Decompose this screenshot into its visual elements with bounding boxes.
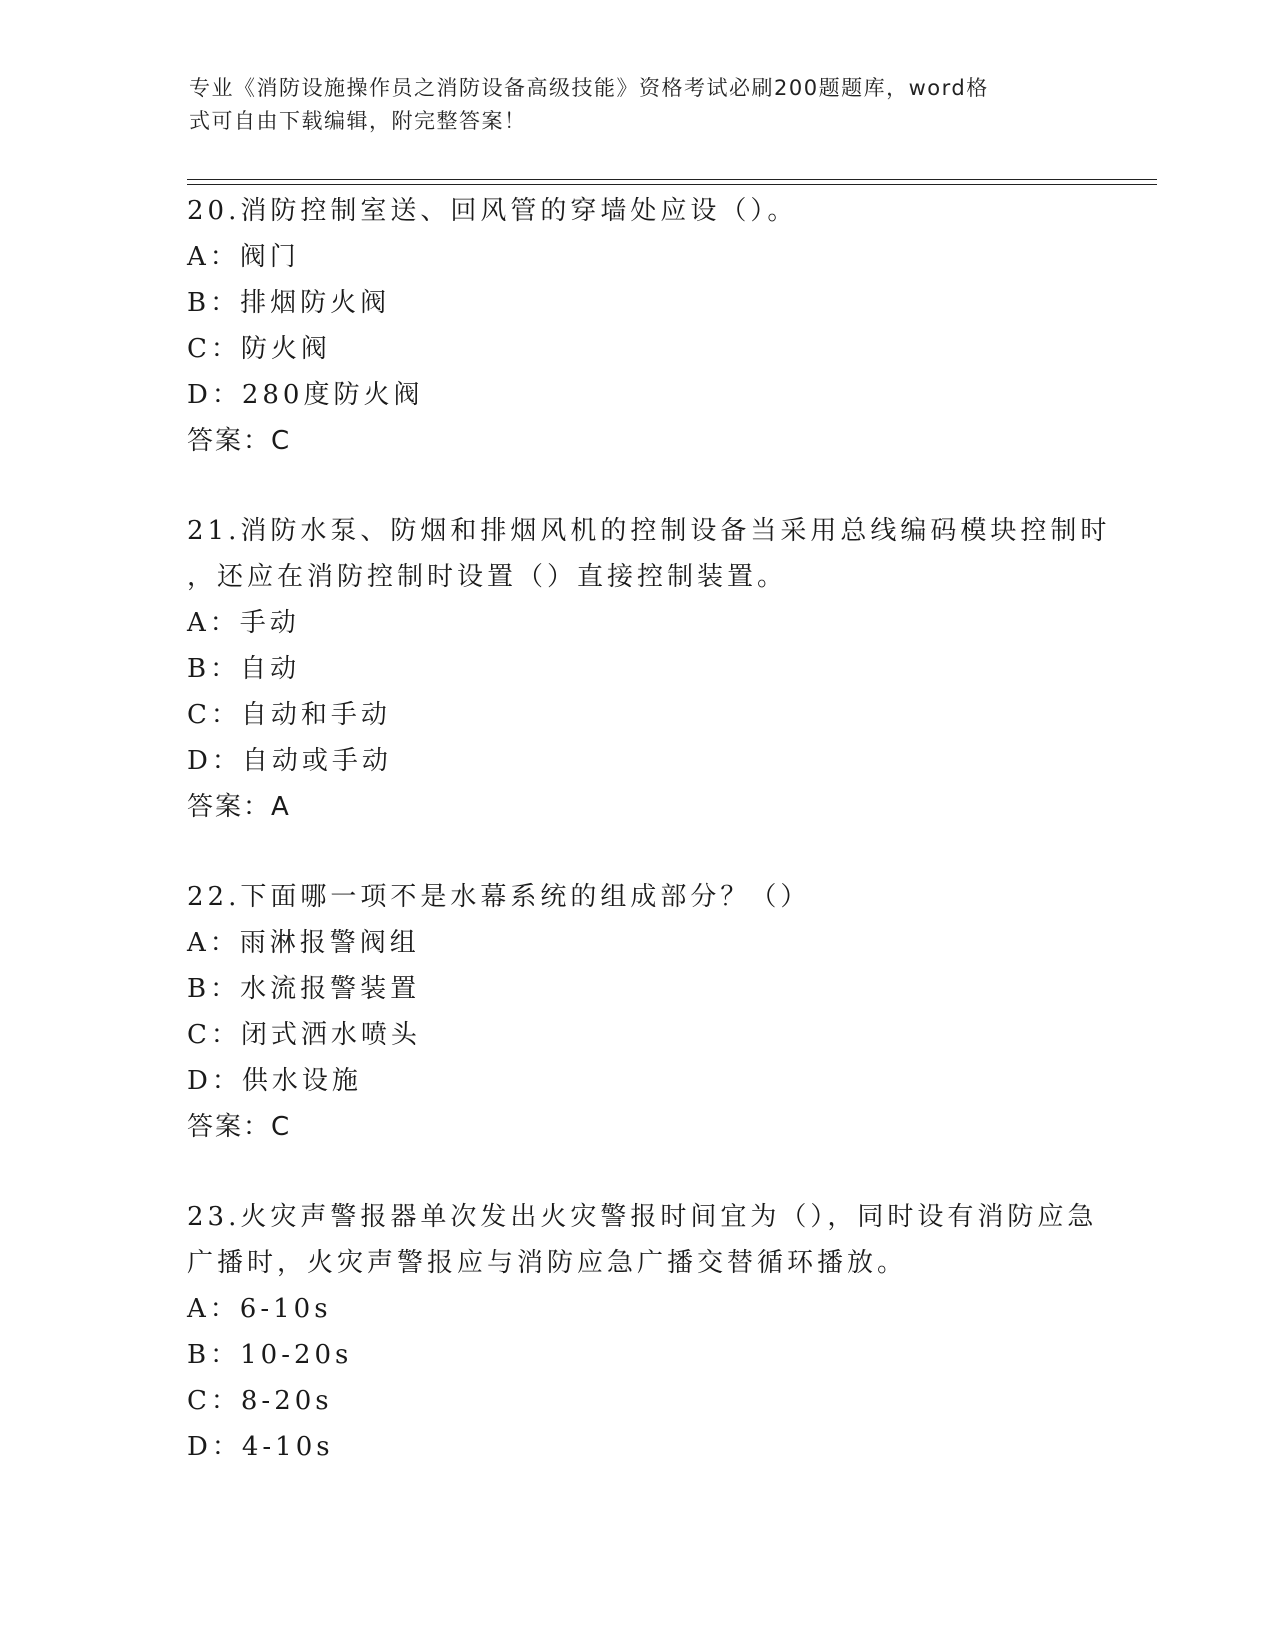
option-b: B：水流报警装置 — [187, 974, 421, 1004]
header-divider-bottom — [187, 184, 1157, 185]
option-a: A：雨淋报警阀组 — [187, 928, 420, 958]
question-list — [187, 188, 1111, 1470]
option-c: C：自动和手动 — [187, 700, 391, 730]
question-23 — [187, 1194, 1098, 1470]
option-d: D：自动或手动 — [187, 746, 392, 776]
question-20 — [187, 188, 1087, 464]
option-c: C：闭式洒水喷头 — [187, 1020, 421, 1050]
option-a: A：阀门 — [187, 242, 300, 272]
option-d: D：4-10s — [187, 1432, 334, 1462]
question-22 — [187, 874, 1087, 1150]
document-intro — [189, 72, 1089, 138]
option-c: C：8-20s — [187, 1386, 333, 1416]
answer: 答案：C — [187, 1112, 292, 1142]
answer: 答案：C — [187, 426, 292, 456]
intro-line-1: 专业《消防设施操作员之消防设备高级技能》资格考试必刷200题题库，word格 — [189, 76, 989, 100]
option-b: B：排烟防火阀 — [187, 288, 391, 318]
intro-line-2: 式可自由下载编辑，附完整答案！ — [189, 109, 527, 133]
question-text: 23.火灾声警报器单次发出火灾警报时间宜为（），同时设有消防应急 — [187, 1202, 1098, 1232]
option-a: A：6-10s — [187, 1294, 332, 1324]
option-d: D：280度防火阀 — [187, 380, 424, 410]
option-b: B：10-20s — [187, 1340, 353, 1370]
question-text: 20.消防控制室送、回风管的穿墙处应设（）。 — [187, 196, 798, 226]
question-text-continued: ，还应在消防控制时设置（）直接控制装置。 — [187, 562, 788, 592]
option-d: D：供水设施 — [187, 1066, 362, 1096]
answer: 答案：A — [187, 792, 291, 822]
header-divider-top — [187, 179, 1157, 180]
question-21 — [187, 508, 1111, 830]
question-text: 22.下面哪一项不是水幕系统的组成部分？（） — [187, 882, 811, 912]
option-b: B：自动 — [187, 654, 301, 684]
question-text-continued: 广播时，火灾声警报应与消防应急广播交替循环播放。 — [187, 1248, 908, 1278]
option-c: C：防火阀 — [187, 334, 331, 364]
question-text: 21.消防水泵、防烟和排烟风机的控制设备当采用总线编码模块控制时 — [187, 516, 1111, 546]
option-a: A：手动 — [187, 608, 300, 638]
